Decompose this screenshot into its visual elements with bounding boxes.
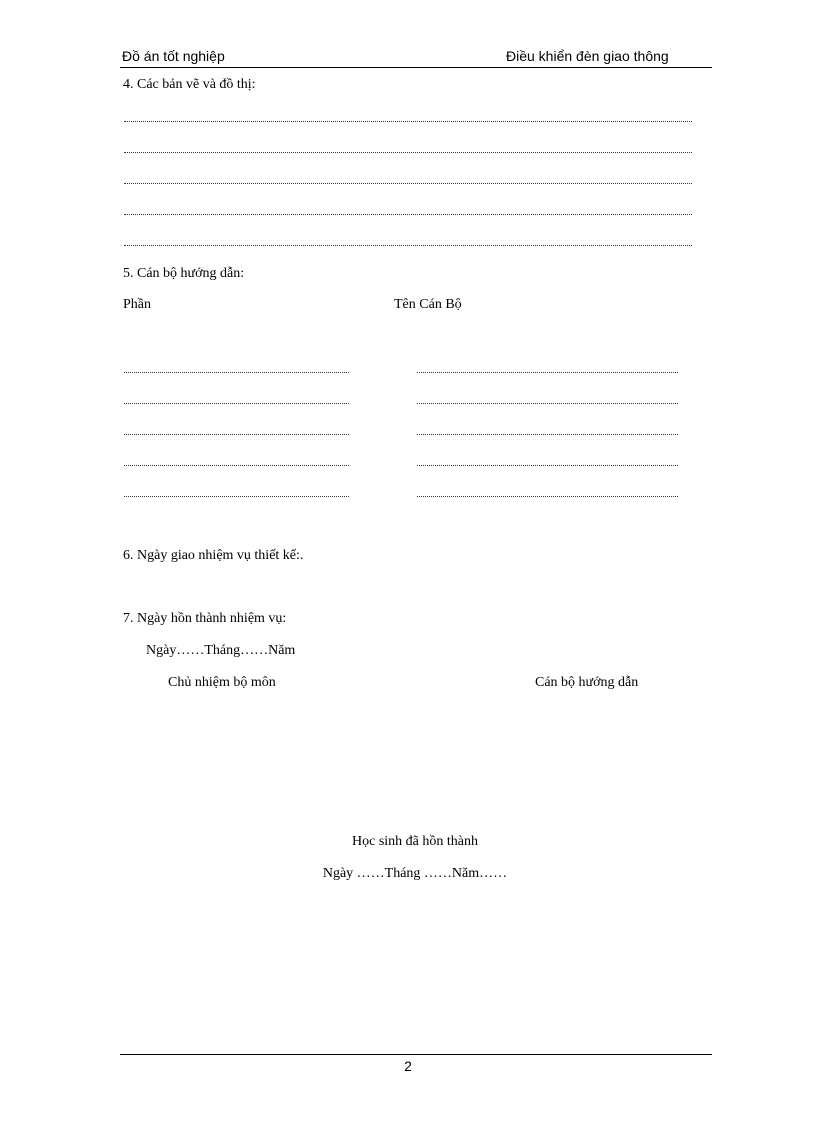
assign-date-line: 6. Ngày giao nhiệm vụ thiết kế:.	[123, 548, 304, 563]
dotted-line	[124, 372, 349, 373]
dotted-line	[124, 183, 692, 184]
dotted-line	[124, 496, 349, 497]
dotted-line	[417, 434, 678, 435]
complete-date-line: 7. Ngày hồn thành nhiệm vụ:	[123, 611, 287, 626]
head-of-dept-signature-label: Chủ nhiệm bộ môn	[168, 675, 276, 690]
advisor-signature-label: Cán bộ hướng dẫn	[535, 675, 639, 690]
dotted-line	[417, 465, 678, 466]
dotted-line	[124, 434, 349, 435]
date-placeholder: Ngày……Tháng……Năm	[146, 643, 296, 658]
section-drawings-heading: 4. Các bản vẽ và đồ thị:	[123, 77, 256, 92]
student-date-placeholder: Ngày ……Tháng ……Năm……	[322, 866, 508, 881]
header-rule	[120, 67, 712, 68]
student-completed-label: Học sinh đã hồn thành	[352, 834, 478, 849]
dotted-line	[124, 152, 692, 153]
dotted-line	[124, 465, 349, 466]
dotted-line	[124, 214, 692, 215]
header-left: Đồ án tốt nghiệp	[122, 48, 225, 64]
header-right: Điều khiển đèn giao thông	[506, 48, 669, 64]
dotted-line	[124, 245, 692, 246]
dotted-line	[124, 403, 349, 404]
section-advisors-heading: 5. Cán bộ hướng dẫn:	[123, 266, 245, 281]
column-name-label: Tên Cán Bộ	[394, 297, 462, 312]
footer-rule	[120, 1054, 712, 1055]
column-part-label: Phần	[123, 297, 151, 312]
dotted-line	[417, 496, 678, 497]
dotted-line	[417, 403, 678, 404]
dotted-line	[124, 121, 692, 122]
page-number: 2	[404, 1058, 412, 1074]
dotted-line	[417, 372, 678, 373]
